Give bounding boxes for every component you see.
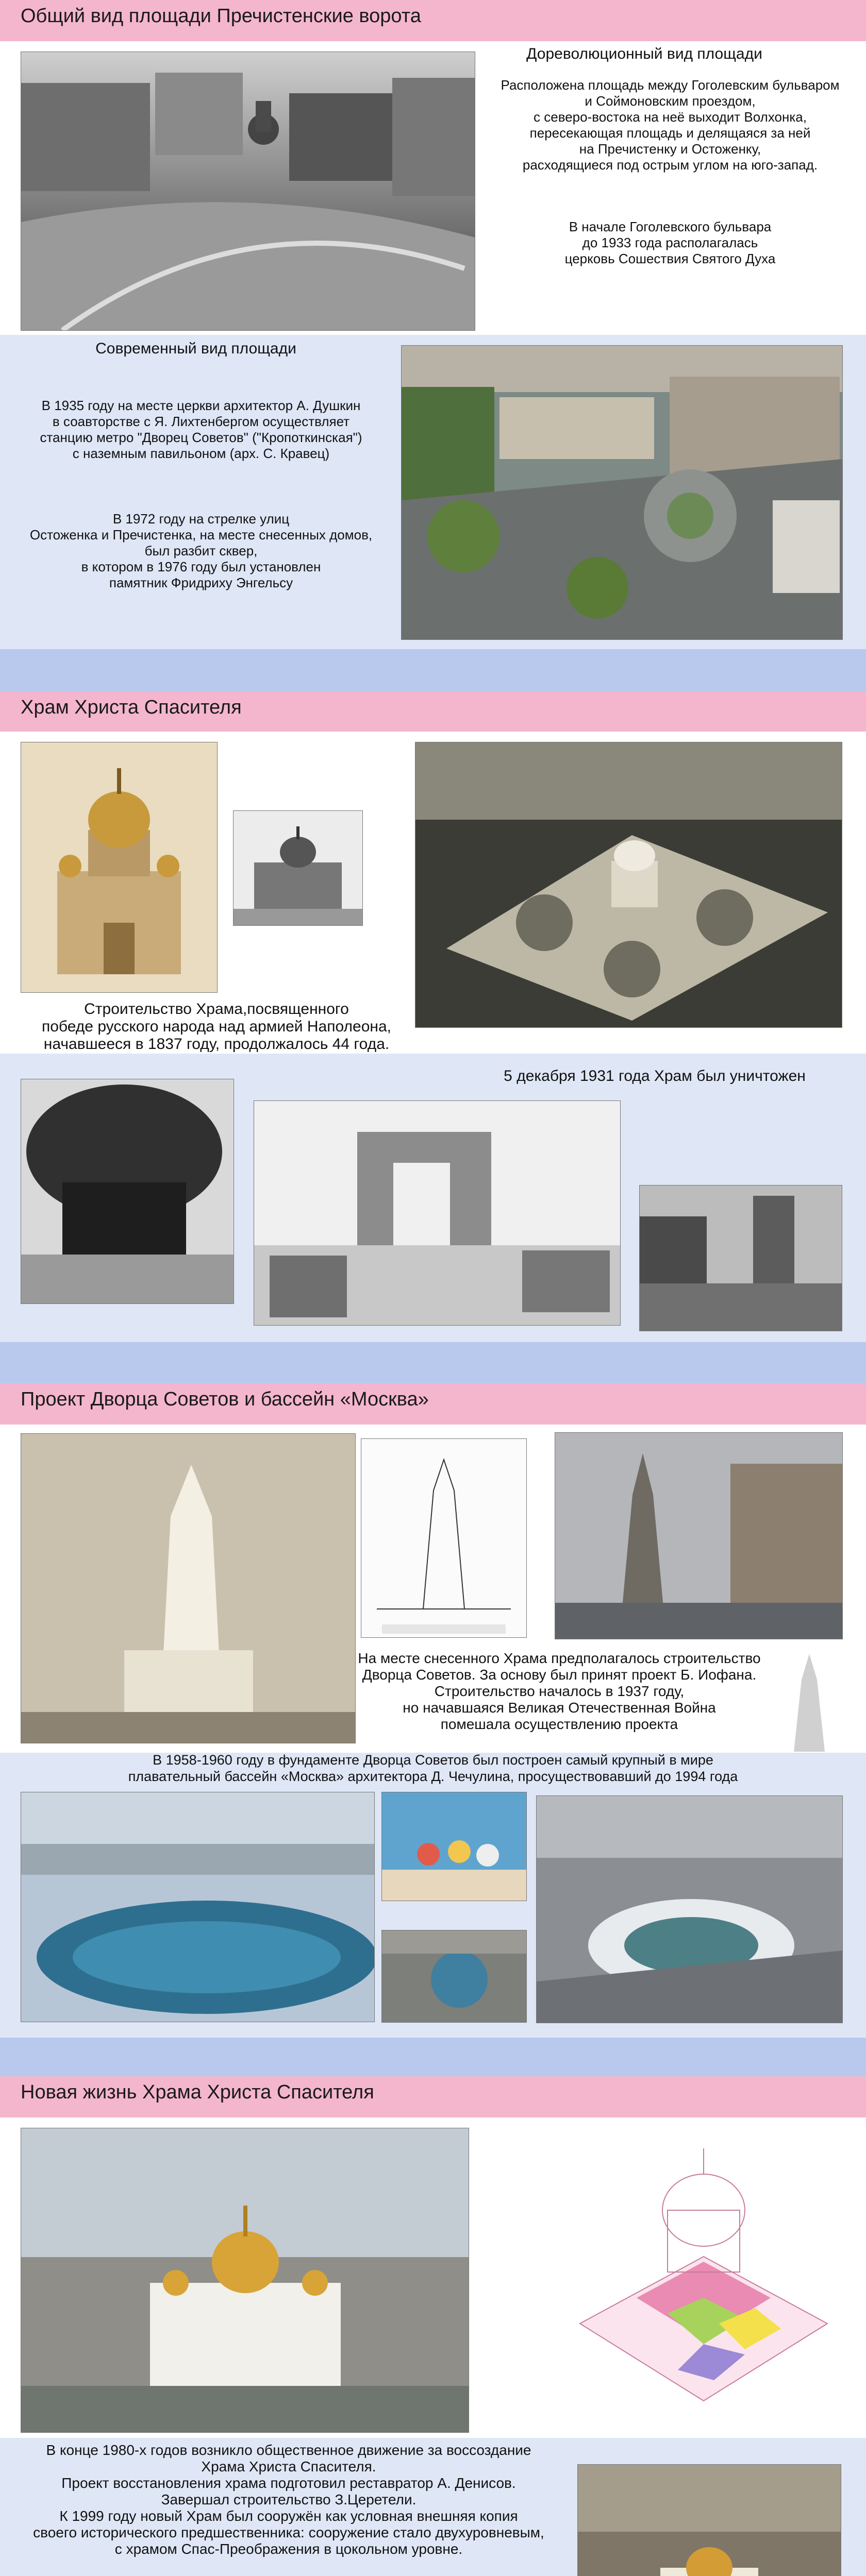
photo-cathedral-new [21,2128,469,2433]
section-subtitle: Дореволюционный вид площади [526,45,762,62]
photo-cathedral-drawing [21,742,218,993]
photo-cathedral-old [233,810,363,926]
section-header-1 [0,0,866,41]
section-title: Проект Дворца Советов и бассейн «Москва» [21,1388,429,1410]
photo-moscow-pool [21,1792,375,2022]
photo-palace-plan [361,1438,527,1638]
section-subtitle: Современный вид площади [95,340,296,357]
photo-prerevolution-square [21,52,475,331]
photo-pool-aerial [381,1930,527,2023]
photo-palace-soviets-drawing [21,1433,356,1743]
paragraph: 5 декабря 1931 года Храм был уничтожен [504,1067,806,1084]
photo-cathedral-aerial-new [577,2464,841,2576]
photo-palace-montage [555,1432,843,1639]
section-header-3 [0,691,866,732]
paragraph: В 1935 году на месте церкви архитектор А. Душкин в соавторстве с Я. Лихтенбергом осуществляет станцию метро "Дворец Советов" ("Кропоткинская") с наземным павильоном (арх. С. Кравец) [40,398,362,461]
paragraph: Строительство Храма,посвященного победе русского народа над армией Наполеона, начавшееся в 1837 году, продолжалось 44 года. [42,1001,391,1053]
photo-cathedral-explosion [21,1079,234,1304]
section-title: Общий вид площади Пречистенские ворота [21,5,421,27]
paragraph: В 1958-1960 году в фундаменте Дворца Советов был построен самый крупный в мире плавательный бассейн «Москва» архитектора Д. Чечулина, просуществовавший до 1994 года [128,1752,738,1784]
section-header-5 [0,2076,866,2117]
photo-modern-square [401,345,843,640]
photo-pool-swimmers [381,1792,527,1901]
palace-silhouette [778,1649,840,1752]
photo-demolition-site [639,1185,842,1331]
paragraph: В конце 1980-х годов возникло общественное движение за воссоздание Храма Христа Спасителя. Проект восстановления храма подготовил реставратор А. Денисов. Завершал строительство З.Церетели. К 1999 году новый Храм был сооружён как условная внешняя копия своего исторического предшественника: сооружение стало двухуровневым, с храмом Спас-Преображения в цокольном уровне. [33,2442,544,2557]
section-separator [0,2038,866,2076]
paragraph: В 1972 году на стрелке улиц Остоженка и Пречистенка, на месте снесенных домов, был разбит сквер, в котором в 1976 году был установлен памятник Фридриху Энгельсу [29,511,373,590]
section-separator [0,649,866,691]
photo-cathedral-ruins [254,1100,621,1326]
section-header-4 [0,1383,866,1425]
paragraph: Расположена площадь между Гоголевским бульваром и Соймоновским проездом, с северо-востока на неё выходит Волхонка, пересекающая площадь и делящаяся за ней на Пречистенку и Остоженку, расходящиеся под острым углом на юго-запад. [501,77,840,173]
photo-cathedral-aerial [415,742,842,1028]
section-title: Храм Христа Спасителя [21,697,242,718]
section-separator [0,1342,866,1383]
photo-pool-winter [536,1795,843,2023]
section-title: Новая жизнь Храма Христа Спасителя [21,2081,374,2103]
photo-cathedral-cutaway [549,2128,842,2437]
paragraph: В начале Гоголевского бульвара до 1933 года располагалась церковь Сошествия Святого Духа [564,219,776,266]
paragraph: На месте снесенного Храма предполагалось строительство Дворца Советов. За основу был принят проект Б. Иофана. Строительство началось в 1937 году, но начавшаяся Великая Отечественная Война помешала осуществлению проекта [358,1650,761,1732]
